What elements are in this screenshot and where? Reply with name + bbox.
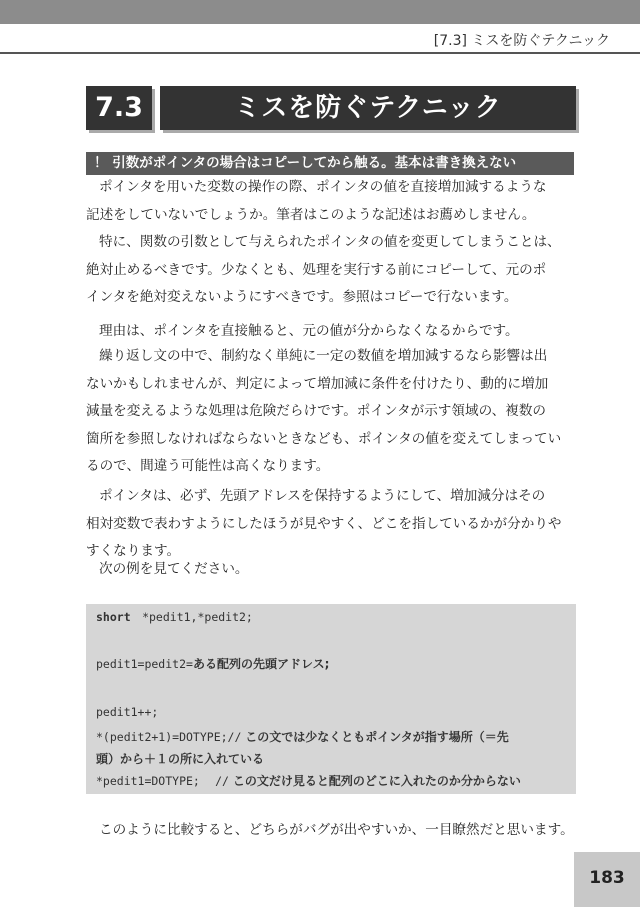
text-line: ポインタは、必ず、先頭アドレスを保持するようにして、増加減分はその — [99, 488, 546, 504]
text-line: 次の例を見てください。 — [99, 561, 249, 577]
code-comment: ある配列の先頭アドレス; — [192, 657, 330, 671]
code-comment: この文では少なくともポインタが指す場所（＝先 — [245, 730, 509, 744]
code-text: pedit1++; — [96, 705, 159, 719]
text-line: インタを絶対変えないようにすべきです。参照はコピーで行ないます。 — [86, 289, 518, 305]
paragraph-2 — [86, 229, 578, 312]
section-title: ミスを防ぐテクニック — [160, 86, 576, 130]
closing-paragraph — [86, 817, 578, 845]
header-rule — [0, 52, 640, 54]
code-keyword: short — [96, 610, 131, 624]
code-line-1 — [96, 610, 253, 624]
code-text: pedit1=pedit2= — [96, 657, 193, 671]
code-line-5 — [96, 750, 264, 767]
text-line: 絶対止めるべきです。少なくとも、処理を実行する前にコピーして、元のポ — [86, 261, 547, 278]
text-line: 理由は、ポインタを直接触ると、元の値が分からなくなるからです。 — [99, 323, 519, 339]
text-line: 箇所を参照しなければならないときなども、ポインタの値を変えてしまってい — [86, 430, 562, 447]
section-number: 7.3 — [86, 86, 152, 130]
code-text: // — [215, 774, 229, 788]
paragraph-5 — [86, 483, 578, 566]
code-comment: 頭）から＋１の所に入れている — [96, 752, 265, 766]
running-header: [7.3] ミスを防ぐテクニック — [433, 33, 610, 49]
text-line: ポインタを用いた変数の操作の際、ポインタの値を直接増加減するような — [99, 179, 547, 195]
text-line: このように比較すると、どちらがバグが出やすいか、一目瞭然だと思います。 — [99, 822, 574, 838]
paragraph-1 — [86, 174, 578, 229]
text-line: 特に、関数の引数として与えられたポインタの値を変更してしまうことは、 — [99, 234, 561, 250]
paragraph-6 — [86, 556, 578, 584]
paragraph-4 — [86, 343, 578, 481]
text-line: 相対変数で表わすようにしたほうが見やすく、どこを指しているかが分かりや — [86, 515, 562, 532]
code-comment: この文だけ見ると配列のどこに入れたのか分からない — [232, 774, 521, 788]
top-bar — [0, 0, 640, 24]
page-number: 183 — [574, 852, 640, 907]
text-line: 記述をしていないでしょうか。筆者はこのような記述はお薦めしません。 — [86, 206, 536, 223]
text-line: すくなります。 — [86, 543, 181, 559]
code-text: *pedit1=DOTYPE; — [96, 774, 200, 788]
text-line: 減量を変えるような処理は危険だらけです。ポインタが示す領域の、複数の — [86, 403, 547, 419]
code-example — [86, 604, 576, 794]
code-text: *(pedit2+1)=DOTYPE;// — [96, 730, 242, 744]
code-text: *pedit1,*pedit2; — [142, 610, 253, 624]
tip-heading: ！ 引数がポインタの場合はコピーしてから触る。基本は書き換えない — [86, 152, 574, 175]
code-line-3 — [96, 705, 158, 719]
code-line-2 — [96, 655, 329, 672]
text-line: るので、間違う可能性は高くなります。 — [86, 458, 330, 474]
code-line-4 — [96, 728, 509, 745]
paragraph-3 — [86, 318, 578, 346]
text-line: 繰り返し文の中で、制約なく単純に一定の数値を増加減するなら影響は出 — [99, 348, 548, 364]
code-line-6 — [96, 772, 521, 789]
text-line: ないかもしれませんが、判定によって増加減に条件を付けたり、動的に増加 — [86, 375, 549, 392]
